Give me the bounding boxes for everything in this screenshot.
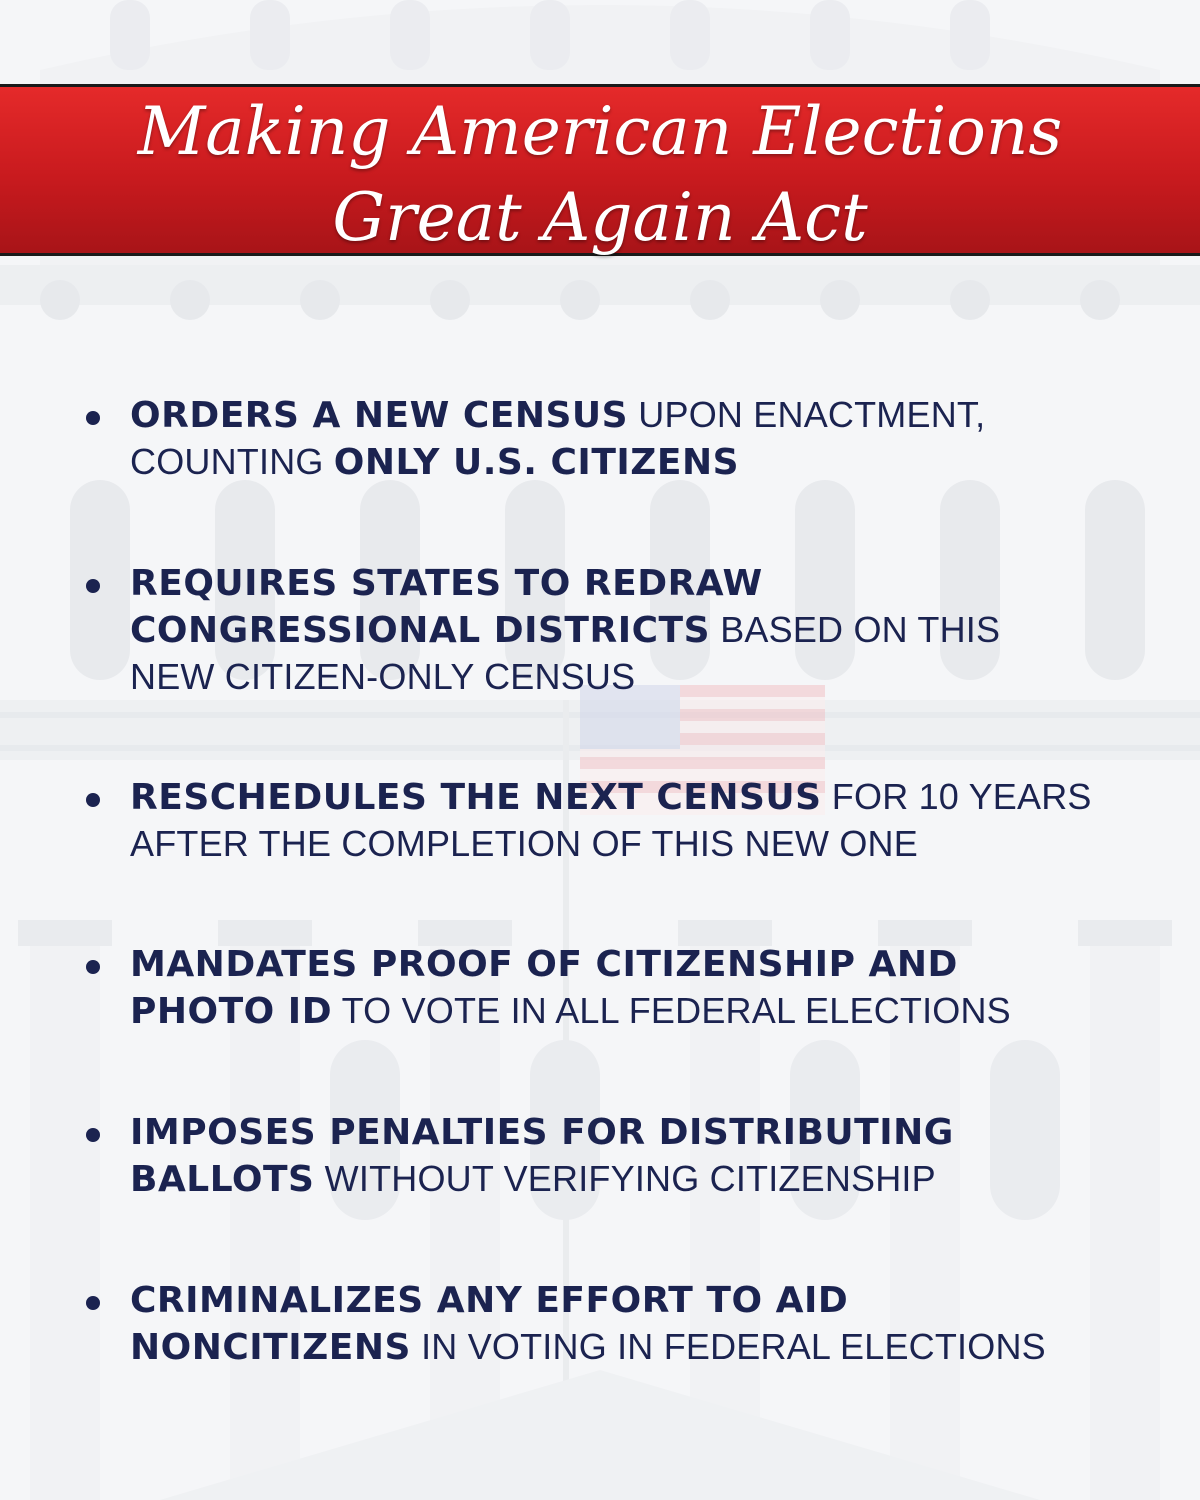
bullet-dot-icon xyxy=(86,960,100,974)
list-spacer xyxy=(86,1035,1176,1109)
body-text: NEW CITIZEN-ONLY CENSUS xyxy=(130,656,636,697)
list-spacer xyxy=(86,486,1176,560)
body-text: TO VOTE IN ALL FEDERAL ELECTIONS xyxy=(332,990,1011,1031)
provisions-list xyxy=(86,392,1176,1371)
list-spacer xyxy=(86,867,1176,941)
emphasis-text: RESCHEDULES THE NEXT CENSUS xyxy=(130,777,822,818)
emphasis-text: PHOTO ID xyxy=(130,991,333,1032)
list-item xyxy=(86,1277,1176,1371)
emphasis-text: REQUIRES STATES TO REDRAW xyxy=(130,563,763,604)
emphasis-text: ONLY U.S. CITIZENS xyxy=(333,442,740,483)
body-text: IN VOTING IN FEDERAL ELECTIONS xyxy=(410,1326,1046,1367)
bullet-dot-icon xyxy=(86,793,100,807)
body-text: BASED ON THIS xyxy=(710,609,1001,650)
emphasis-text: CONGRESSIONAL DISTRICTS xyxy=(130,610,710,651)
emphasis-text: NONCITIZENS xyxy=(130,1327,411,1368)
list-item xyxy=(86,774,1176,867)
list-spacer xyxy=(86,1203,1176,1277)
body-text: WITHOUT VERIFYING CITIZENSHIP xyxy=(314,1158,936,1199)
list-item xyxy=(86,560,1176,700)
body-text: AFTER THE COMPLETION OF THIS NEW ONE xyxy=(130,823,918,864)
emphasis-text: BALLOTS xyxy=(130,1159,315,1200)
title-line-1: Making American Elections xyxy=(137,93,1063,170)
emphasis-text: MANDATES PROOF OF CITIZENSHIP AND xyxy=(130,944,958,985)
bullet-dot-icon xyxy=(86,411,100,425)
bullet-dot-icon xyxy=(86,1128,100,1142)
list-spacer xyxy=(86,700,1176,774)
title-line-2: Great Again Act xyxy=(332,179,868,256)
emphasis-text: ORDERS A NEW CENSUS xyxy=(130,395,629,436)
emphasis-text: CRIMINALIZES ANY EFFORT TO AID xyxy=(130,1280,849,1321)
body-text: FOR 10 YEARS xyxy=(821,776,1092,817)
body-text: COUNTING xyxy=(130,441,334,482)
body-text: UPON ENACTMENT, xyxy=(628,394,986,435)
bullet-dot-icon xyxy=(86,579,100,593)
list-item xyxy=(86,941,1176,1035)
list-item xyxy=(86,1109,1176,1203)
bullet-dot-icon xyxy=(86,1296,100,1310)
emphasis-text: IMPOSES PENALTIES FOR DISTRIBUTING xyxy=(130,1112,954,1153)
list-item xyxy=(86,392,1176,486)
